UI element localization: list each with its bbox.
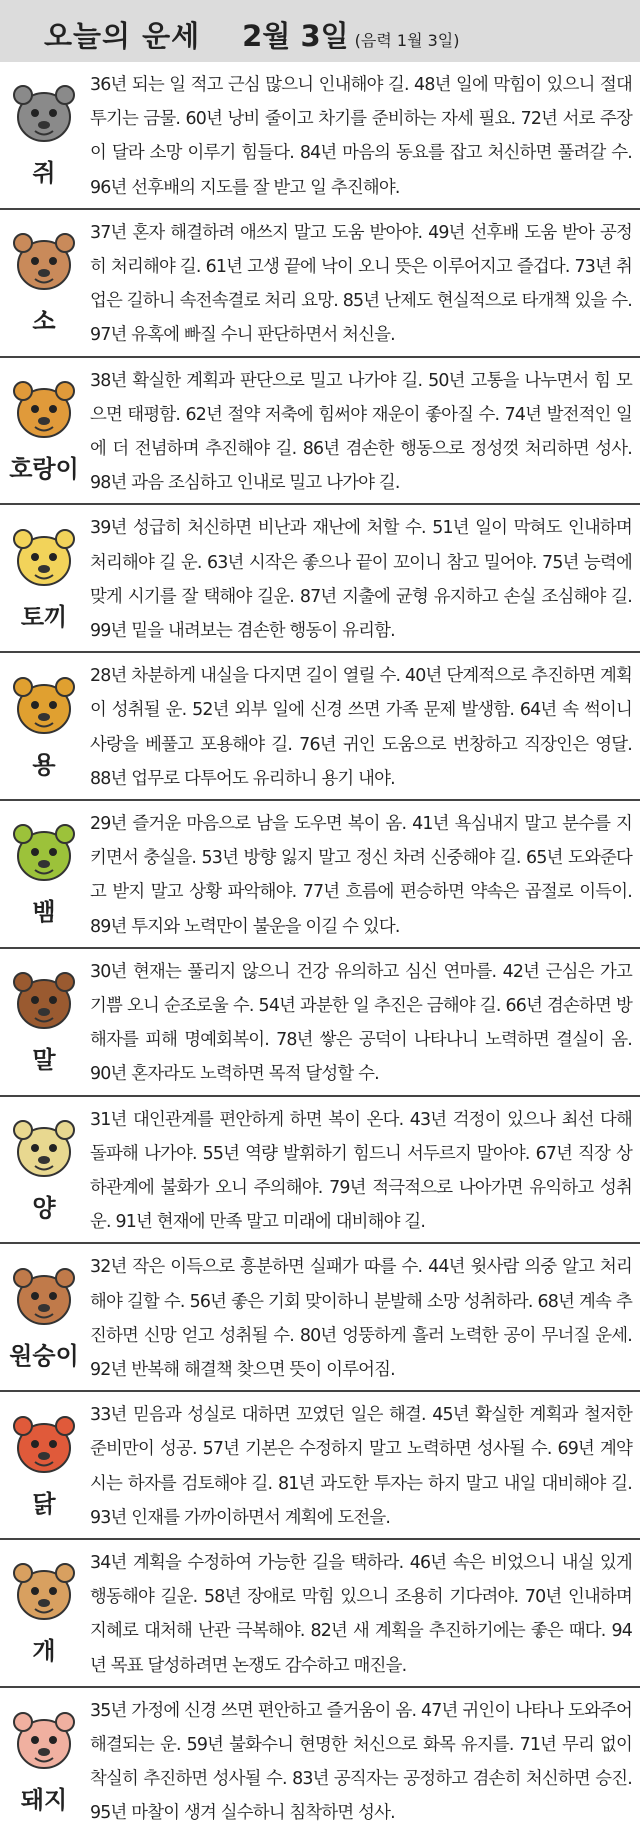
animal-icon (9, 525, 79, 595)
animal-column (0, 1097, 88, 1243)
animal-column (0, 1392, 88, 1538)
animal-column (0, 1540, 88, 1686)
fortune-header (0, 0, 640, 62)
fortune-text: 31년 대인관계를 편안하게 하면 복이 온다. 43년 걱정이 있으나 최선 다해 돌파해 나가야. 55년 역량 발휘하기 힘드니 서두르지 말아야. 67년 직장 상하관계에 불화가 오니 주의해야. 79년 적극적으로 나아가면 유익하고 성취 운. 91년 현재에 만족 말고 미래에 대비해야 길. (90, 1109, 632, 1233)
animal-column (0, 1688, 88, 1836)
zodiac-row (0, 505, 640, 653)
fortune-text: 38년 확실한 계획과 판단으로 밀고 나가야 길. 50년 고통을 나누면서 힘 모으면 태평함. 62년 절약 저축에 힘써야 재운이 좋아질 수. 74년 발전적인 일에 더 전념하며 추진해야 길. 86년 겸손한 행동으로 정성껏 처리하면 성사. 98년 과음 조심하고 인내로 밀고 나가야 길. (90, 370, 632, 494)
animal-name: 토끼 (20, 602, 68, 631)
zodiac-row (0, 1540, 640, 1688)
animal-column (0, 358, 88, 504)
animal-column (0, 1244, 88, 1390)
animal-name: 원숭이 (9, 1341, 79, 1370)
animal-icon (9, 673, 79, 743)
zodiac-row (0, 949, 640, 1097)
zodiac-row (0, 1244, 640, 1392)
animal-name: 뱀 (32, 898, 56, 927)
zodiac-row (0, 210, 640, 358)
animal-icon (9, 968, 79, 1038)
animal-name: 소 (32, 307, 56, 336)
zodiac-row (0, 358, 640, 506)
animal-name: 호랑이 (9, 454, 79, 483)
fortune-text: 29년 즐거운 마음으로 남을 도우면 복이 옴. 41년 욕심내지 말고 분수를 지키면서 충실을. 53년 방향 잃지 말고 정신 차려 신중해야 길. 65년 도와준다고 받지 말고 상황 파악해야. 77년 흐름에 편승하면 약속은 곱절로 이득이. 89년 투지와 노력만이 불운을 이길 수 있다. (90, 813, 632, 937)
fortune-text: 36년 되는 일 적고 근심 많으니 인내해야 길. 48년 일에 막힘이 있으니 절대 투기는 금물. 60년 낭비 줄이고 차기를 준비하는 자세 필요. 72년 서로 주장이 달라 소망 이루기 힘들다. 84년 마음의 동요를 잡고 처신하면 풀려갈 수. 96년 선후배의 지도를 잘 받고 일 추진해야. (90, 75, 632, 198)
solar-date: 2월 3일 (242, 19, 349, 53)
animal-name: 닭 (32, 1489, 56, 1518)
zodiac-row (0, 62, 640, 210)
animal-icon (9, 229, 79, 299)
lunar-date: (음력 1월 3일) (354, 31, 460, 50)
animal-icon (9, 1264, 79, 1334)
zodiac-row (0, 653, 640, 801)
animal-icon (9, 81, 79, 151)
fortune-text: 28년 차분하게 내실을 다지면 길이 열릴 수. 40년 단계적으로 추진하면 계획이 성취될 운. 52년 외부 일에 신경 쓰면 가족 문제 발생함. 64년 속 썩이니 사랑을 베풀고 포용해야 길. 76년 귀인 도움으로 번창하고 직장인은 영달. 88년 업무로 다투어도 유리하니 용기 내야. (90, 666, 632, 789)
zodiac-row (0, 1392, 640, 1540)
zodiac-row (0, 1688, 640, 1836)
animal-name: 쥐 (32, 159, 56, 188)
fortune-text: 34년 계획을 수정하여 가능한 길을 택하라. 46년 속은 비었으니 내실 있게 행동해야 길운. 58년 장애로 막힘 있으니 조용히 기다려야. 70년 인내하며 지혜로 대처해 난관 극복해야. 82년 새 계획을 추진하기에는 좋은 때다. 94년 목표 달성하려면 논쟁도 감수하고 매진을. (90, 1552, 632, 1676)
animal-icon (9, 1708, 79, 1778)
zodiac-row (0, 1097, 640, 1245)
animal-icon (9, 1116, 79, 1186)
animal-icon (9, 377, 79, 447)
zodiac-fortune-list (0, 62, 640, 1836)
page-title: 오늘의 운세 (44, 19, 201, 53)
animal-column (0, 505, 88, 651)
animal-column (0, 62, 88, 208)
animal-name: 말 (32, 1046, 56, 1075)
animal-icon (9, 1559, 79, 1629)
animal-name: 돼지 (20, 1786, 68, 1815)
animal-name: 양 (32, 1193, 56, 1222)
zodiac-row (0, 801, 640, 949)
animal-column (0, 949, 88, 1095)
animal-column (0, 801, 88, 947)
animal-column (0, 653, 88, 799)
animal-column (0, 210, 88, 356)
animal-icon (9, 820, 79, 890)
animal-name: 용 (32, 750, 56, 779)
animal-icon (9, 1412, 79, 1482)
fortune-text: 37년 혼자 해결하려 애쓰지 말고 도움 받아야. 49년 선후배 도움 받아 공정히 처리해야 길. 61년 고생 끝에 낙이 오니 뜻은 이루어지고 즐겁다. 73년 취업은 길하니 속전속결로 처리 요망. 85년 난제도 현실적으로 타개책 있을 수. 97년 유혹에 빠질 수니 판단하면서 처신을. (90, 222, 632, 346)
fortune-text: 30년 현재는 풀리지 않으니 건강 유의하고 심신 연마를. 42년 근심은 가고 기쁨 오니 순조로울 수. 54년 과분한 일 추진은 금해야 길. 66년 겸손하면 방해자를 피해 명예회복이. 78년 쌓은 공덕이 나타나니 노력하면 결실이 옴. 90년 혼자라도 노력하면 목적 달성할 수. (90, 961, 632, 1085)
fortune-text: 32년 작은 이득으로 흥분하면 실패가 따를 수. 44년 윗사람 의중 알고 처리해야 길할 수. 56년 좋은 기회 맞이하니 분발해 소망 성취하라. 68년 계속 추진하면 신망 얻고 성취될 수. 80년 엉뚱하게 흘러 노력한 공이 무너질 운세. 92년 반복해 해결책 찾으면 뜻이 이루어짐. (90, 1257, 632, 1380)
fortune-text: 39년 성급히 처신하면 비난과 재난에 처할 수. 51년 일이 막혀도 인내하며 처리해야 길 운. 63년 시작은 좋으나 끝이 꼬이니 참고 밀어야. 75년 능력에 맞게 시기를 잘 택해야 길운. 87년 지출에 균형 유지하고 손실 조심해야 길. 99년 밑을 내려보는 겸손한 행동이 유리함. (90, 518, 632, 641)
animal-name: 개 (32, 1637, 56, 1666)
fortune-text: 33년 믿음과 성실로 대하면 꼬였던 일은 해결. 45년 확실한 계획과 철저한 준비만이 성공. 57년 기본은 수정하지 말고 노력하면 성사될 수. 69년 계약 시는 하자를 검토해야 길. 81년 과도한 투자는 하지 말고 내일 대비해야 길. 93년 인재를 가까이하면서 계획에 도전을. (90, 1405, 632, 1528)
fortune-text: 35년 가정에 신경 쓰면 편안하고 즐거움이 옴. 47년 귀인이 나타나 도와주어 해결되는 운. 59년 불화수니 현명한 처신으로 화목 유지를. 71년 무리 없이 착실히 추진하면 성사될 수. 83년 공직자는 공정하고 겸손히 처신하면 승진. 95년 마찰이 생겨 실수하니 침착하면 성사. (90, 1700, 632, 1824)
